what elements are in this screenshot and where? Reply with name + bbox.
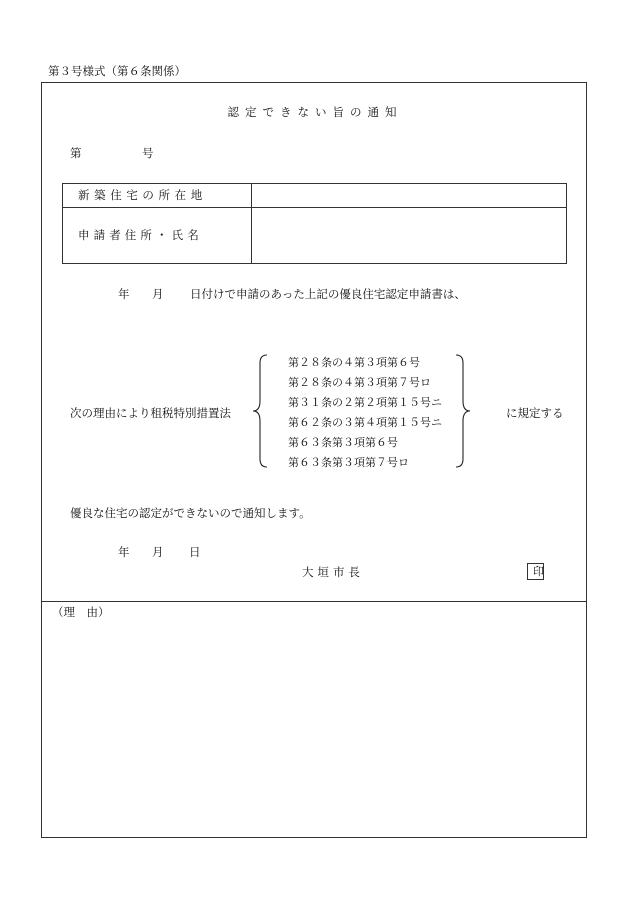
date-line-text: 日付けで申請のあった上記の優良住宅認定申請書は、 — [190, 287, 466, 301]
closing-statement: 優良な住宅の認定ができないので通知します。 — [70, 506, 311, 520]
seal-mark: 印 — [533, 565, 544, 578]
date-year-label: 年 — [118, 287, 130, 301]
reason-tail-text: に規定する — [506, 406, 564, 420]
reason-lead-text: 次の理由により租税特別措置法 — [70, 406, 231, 420]
law-clause-item: 第３１条の２第２項第１５号ニ — [288, 396, 442, 409]
mayor-title: 大垣市長 — [302, 565, 364, 579]
left-brace-icon — [252, 353, 268, 469]
law-clause-item: 第２８条の４第３項第７号ロ — [288, 376, 431, 389]
law-clause-item: 第６２条の３第４項第１５号ニ — [288, 416, 442, 429]
right-brace-icon — [455, 353, 471, 469]
section-divider — [41, 601, 587, 602]
sign-month-label: 月 — [152, 545, 164, 559]
document-title: 認定できない旨の通知 — [227, 105, 403, 119]
table-row-label-address: 新築住宅の所在地 — [78, 188, 207, 202]
reason-section-label: （理 由） — [52, 605, 110, 619]
date-month-label: 月 — [152, 287, 164, 301]
law-clause-item: 第６３条第３項第７号ロ — [288, 456, 409, 469]
number-prefix: 第 — [70, 146, 82, 160]
law-clause-item: 第６３条第３項第６号 — [288, 436, 398, 449]
sign-day-label: 日 — [189, 545, 201, 559]
form-number-label: 第３号様式（第６条関係） — [48, 64, 186, 78]
number-suffix: 号 — [142, 146, 154, 160]
sign-year-label: 年 — [118, 545, 130, 559]
law-clause-item: 第２８条の４第３項第６号 — [288, 356, 420, 369]
table-row-label-applicant: 申請者住所・氏名 — [78, 228, 203, 242]
